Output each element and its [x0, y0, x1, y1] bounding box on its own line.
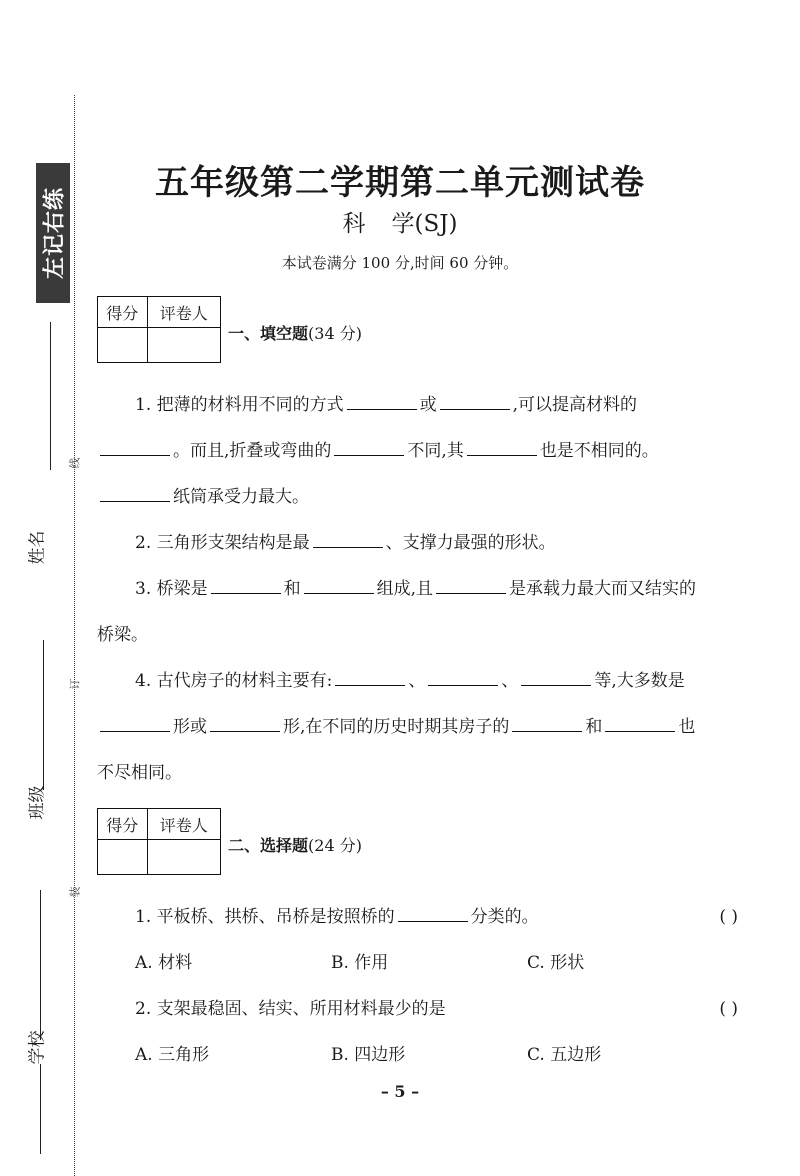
answer-blank[interactable]: [211, 578, 281, 594]
grader-cell[interactable]: [147, 840, 221, 875]
score-table-1: [97, 296, 221, 363]
grader-cell[interactable]: [147, 328, 221, 363]
question-3-line-1: 3. 桥梁是 和 组成,且 是承载力最大而又结实的: [135, 579, 697, 599]
question-4-line-3: 不尽相同。: [97, 763, 182, 783]
cut-mark-bind: 订: [68, 678, 82, 690]
answer-blank[interactable]: [440, 394, 510, 410]
answer-blank[interactable]: [512, 716, 582, 732]
subject-line: [0, 205, 800, 238]
score-cell[interactable]: [98, 328, 148, 363]
answer-blank[interactable]: [521, 670, 591, 686]
answer-paren[interactable]: ( ): [719, 999, 738, 1019]
answer-blank[interactable]: [436, 578, 506, 594]
answer-blank[interactable]: [605, 716, 675, 732]
brand-text: 左记右练: [42, 186, 68, 280]
score-header: 得分: [98, 297, 148, 328]
answer-paren[interactable]: ( ): [719, 907, 738, 927]
class-line: [43, 640, 44, 790]
answer-blank[interactable]: [210, 716, 280, 732]
section-2-label: 二、选择题: [228, 836, 309, 855]
answer-blank[interactable]: [334, 440, 404, 456]
grader-header: 评卷人: [147, 297, 221, 328]
section-1-title: [228, 321, 362, 344]
section-2-title: [228, 833, 362, 856]
answer-blank[interactable]: [100, 440, 170, 456]
school-line-upper: [40, 890, 41, 1040]
answer-blank[interactable]: [100, 486, 170, 502]
answer-blank[interactable]: [428, 670, 498, 686]
answer-blank[interactable]: [347, 394, 417, 410]
question-4-line-2: 形或 形,在不同的历史时期其房子的 和 也: [97, 704, 742, 750]
school-label: 学校: [27, 1030, 48, 1065]
school-line-lower: [40, 1064, 41, 1154]
name-label: 姓名: [27, 530, 48, 565]
section-2-points: (24 分): [308, 836, 362, 855]
subject-part-b: 学(SJ): [391, 211, 458, 237]
score-header: 得分: [98, 809, 148, 840]
answer-blank[interactable]: [398, 906, 468, 922]
question-1-line-3: 纸筒承受力最大。: [97, 474, 742, 520]
choice-questions: [97, 894, 742, 1078]
cut-mark-line: 线: [68, 457, 82, 469]
question-2: 2. 三角形支架结构是最 、支撑力最强的形状。: [135, 533, 556, 553]
question-3-line-2: 桥梁。: [97, 625, 148, 645]
option-c[interactable]: C. 五边形: [527, 1045, 602, 1065]
score-cell[interactable]: [98, 840, 148, 875]
section-1-label: 一、填空题: [228, 324, 309, 343]
fill-blank-questions: [97, 382, 742, 796]
section-1-points: (34 分): [308, 324, 362, 343]
page-number: – 5 –: [380, 1082, 420, 1101]
question-1-line-1: 1. 把薄的材料用不同的方式 或 ,可以提高材料的: [135, 395, 638, 415]
answer-blank[interactable]: [304, 578, 374, 594]
page-title: 五年级第二学期第二单元测试卷: [155, 163, 645, 203]
answer-blank[interactable]: [467, 440, 537, 456]
name-line: [50, 322, 51, 470]
score-table-2: [97, 808, 221, 875]
option-a[interactable]: A. 三角形: [135, 1045, 210, 1065]
answer-blank[interactable]: [313, 532, 383, 548]
question-1-line-2: 。而且,折叠或弯曲的 不同,其 也是不相同的。: [97, 428, 742, 474]
grader-header: 评卷人: [147, 809, 221, 840]
option-a[interactable]: A. 材料: [135, 953, 193, 973]
question-4-line-1: 4. 古代房子的材料主要有: 、 、 等,大多数是: [135, 671, 685, 691]
subject-part-a: 科: [342, 211, 366, 237]
choice-2-options: [97, 1032, 742, 1078]
answer-blank[interactable]: [100, 716, 170, 732]
option-c[interactable]: C. 形状: [527, 953, 585, 973]
cut-mark-pack: 装: [68, 886, 82, 898]
option-b[interactable]: B. 四边形: [331, 1045, 406, 1065]
option-b[interactable]: B. 作用: [331, 953, 389, 973]
choice-1-options: [97, 940, 742, 986]
choice-question-1: 1. 平板桥、拱桥、吊桥是按照桥的 分类的。 ( ): [97, 894, 742, 940]
answer-blank[interactable]: [335, 670, 405, 686]
choice-question-2: 2. 支架最稳固、结实、所用材料最少的是 ( ): [97, 986, 742, 1032]
class-label: 班级: [27, 785, 48, 820]
exam-note: 本试卷满分 100 分,时间 60 分钟。: [281, 254, 519, 272]
